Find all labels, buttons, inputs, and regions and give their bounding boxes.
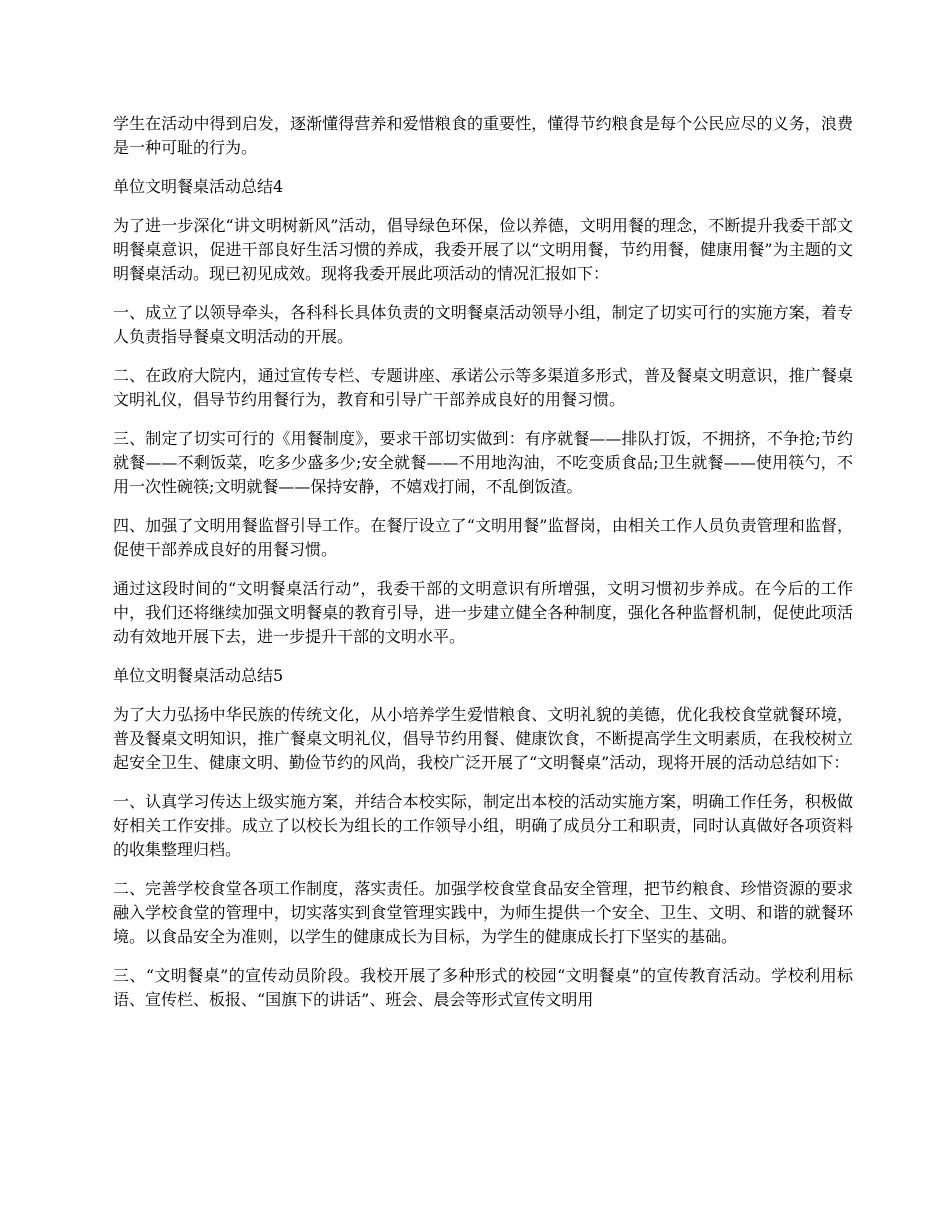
paragraph: 一、成立了以领导牵头，各科科长具体负责的文明餐桌活动领导小组，制定了切实可行的实施方案，着专人负责指导餐桌文明活动的开展。 <box>113 303 853 346</box>
section-heading-5: 单位文明餐桌活动总结5 <box>113 666 284 685</box>
paragraph: 通过这段时间的“文明餐桌活行动”，我委干部的文明意识有所增强，文明习惯初步养成。在今后的工作中，我们还将继续加强文明餐桌的教育引导，进一步建立健全各种制度，强化各种监督机制，促使此项活动有效地开展下去，进一步提升干部的文明水平。 <box>113 579 853 646</box>
paragraph: 三、制定了切实可行的《用餐制度》，要求干部切实做到：有序就餐——排队打饭，不拥挤，不争抢;节约就餐——不剩饭菜，吃多少盛多少;安全就餐——不用地沟油，不吃变质食品;卫生就餐——使用筷勺，不用一次性碗筷;文明就餐——保持安静，不嬉戏打闹，不乱倒饭渣。 <box>113 429 853 496</box>
document-body <box>113 112 853 1027</box>
paragraph: 三、“文明餐桌”的宣传动员阶段。我校开展了多种形式的校园“文明餐桌”的宣传教育活动。学校利用标语、宣传栏、板报、“国旗下的讲话”、班会、晨会等形式宣传文明用 <box>113 966 853 1009</box>
section-heading-4: 单位文明餐桌活动总结4 <box>113 177 284 196</box>
paragraph-intro-end: 学生在活动中得到启发，逐渐懂得营养和爱惜粮食的重要性，懂得节约粮食是每个公民应尽的义务，浪费是一种可耻的行为。 <box>113 114 853 157</box>
paragraph: 二、完善学校食堂各项工作制度，落实责任。加强学校食堂食品安全管理，把节约粮食、珍惜资源的要求融入学校食堂的管理中，切实落实到食堂管理实践中，为师生提供一个安全、卫生、文明、和谐的就餐环境。以食品安全为准则，以学生的健康成长为目标，为学生的健康成长打下坚实的基础。 <box>113 879 853 946</box>
paragraph: 二、在政府大院内，通过宣传专栏、专题讲座、承诺公示等多渠道多形式，普及餐桌文明意识，推广餐桌文明礼仪，倡导节约用餐行为，教育和引导广干部养成良好的用餐习惯。 <box>113 366 853 409</box>
paragraph: 为了大力弘扬中华民族的传统文化，从小培养学生爱惜粮食、文明礼貌的美德，优化我校食堂就餐环境，普及餐桌文明知识，推广餐桌文明礼仪，倡导节约用餐、健康饮食，不断提高学生文明素质，在我校树立起安全卫生、健康文明、勤俭节约的风尚，我校广泛开展了“文明餐桌”活动，现将开展的活动总结如下： <box>113 705 853 772</box>
paragraph: 为了进一步深化“讲文明树新风”活动，倡导绿色环保，俭以养德，文明用餐的理念，不断提升我委干部文明餐桌意识，促进干部良好生活习惯的养成，我委开展了以“文明用餐，节约用餐，健康用餐”为主题的文明餐桌活动。现已初见成效。现将我委开展此项活动的情况汇报如下： <box>113 216 853 283</box>
paragraph: 四、加强了文明用餐监督引导工作。在餐厅设立了“文明用餐”监督岗，由相关工作人员负责管理和监督，促使干部养成良好的用餐习惯。 <box>113 516 853 559</box>
paragraph: 一、认真学习传达上级实施方案，并结合本校实际，制定出本校的活动实施方案，明确工作任务，积极做好相关工作安排。成立了以校长为组长的工作领导小组，明确了成员分工和职责，同时认真做好各项资料的收集整理归档。 <box>113 792 853 859</box>
